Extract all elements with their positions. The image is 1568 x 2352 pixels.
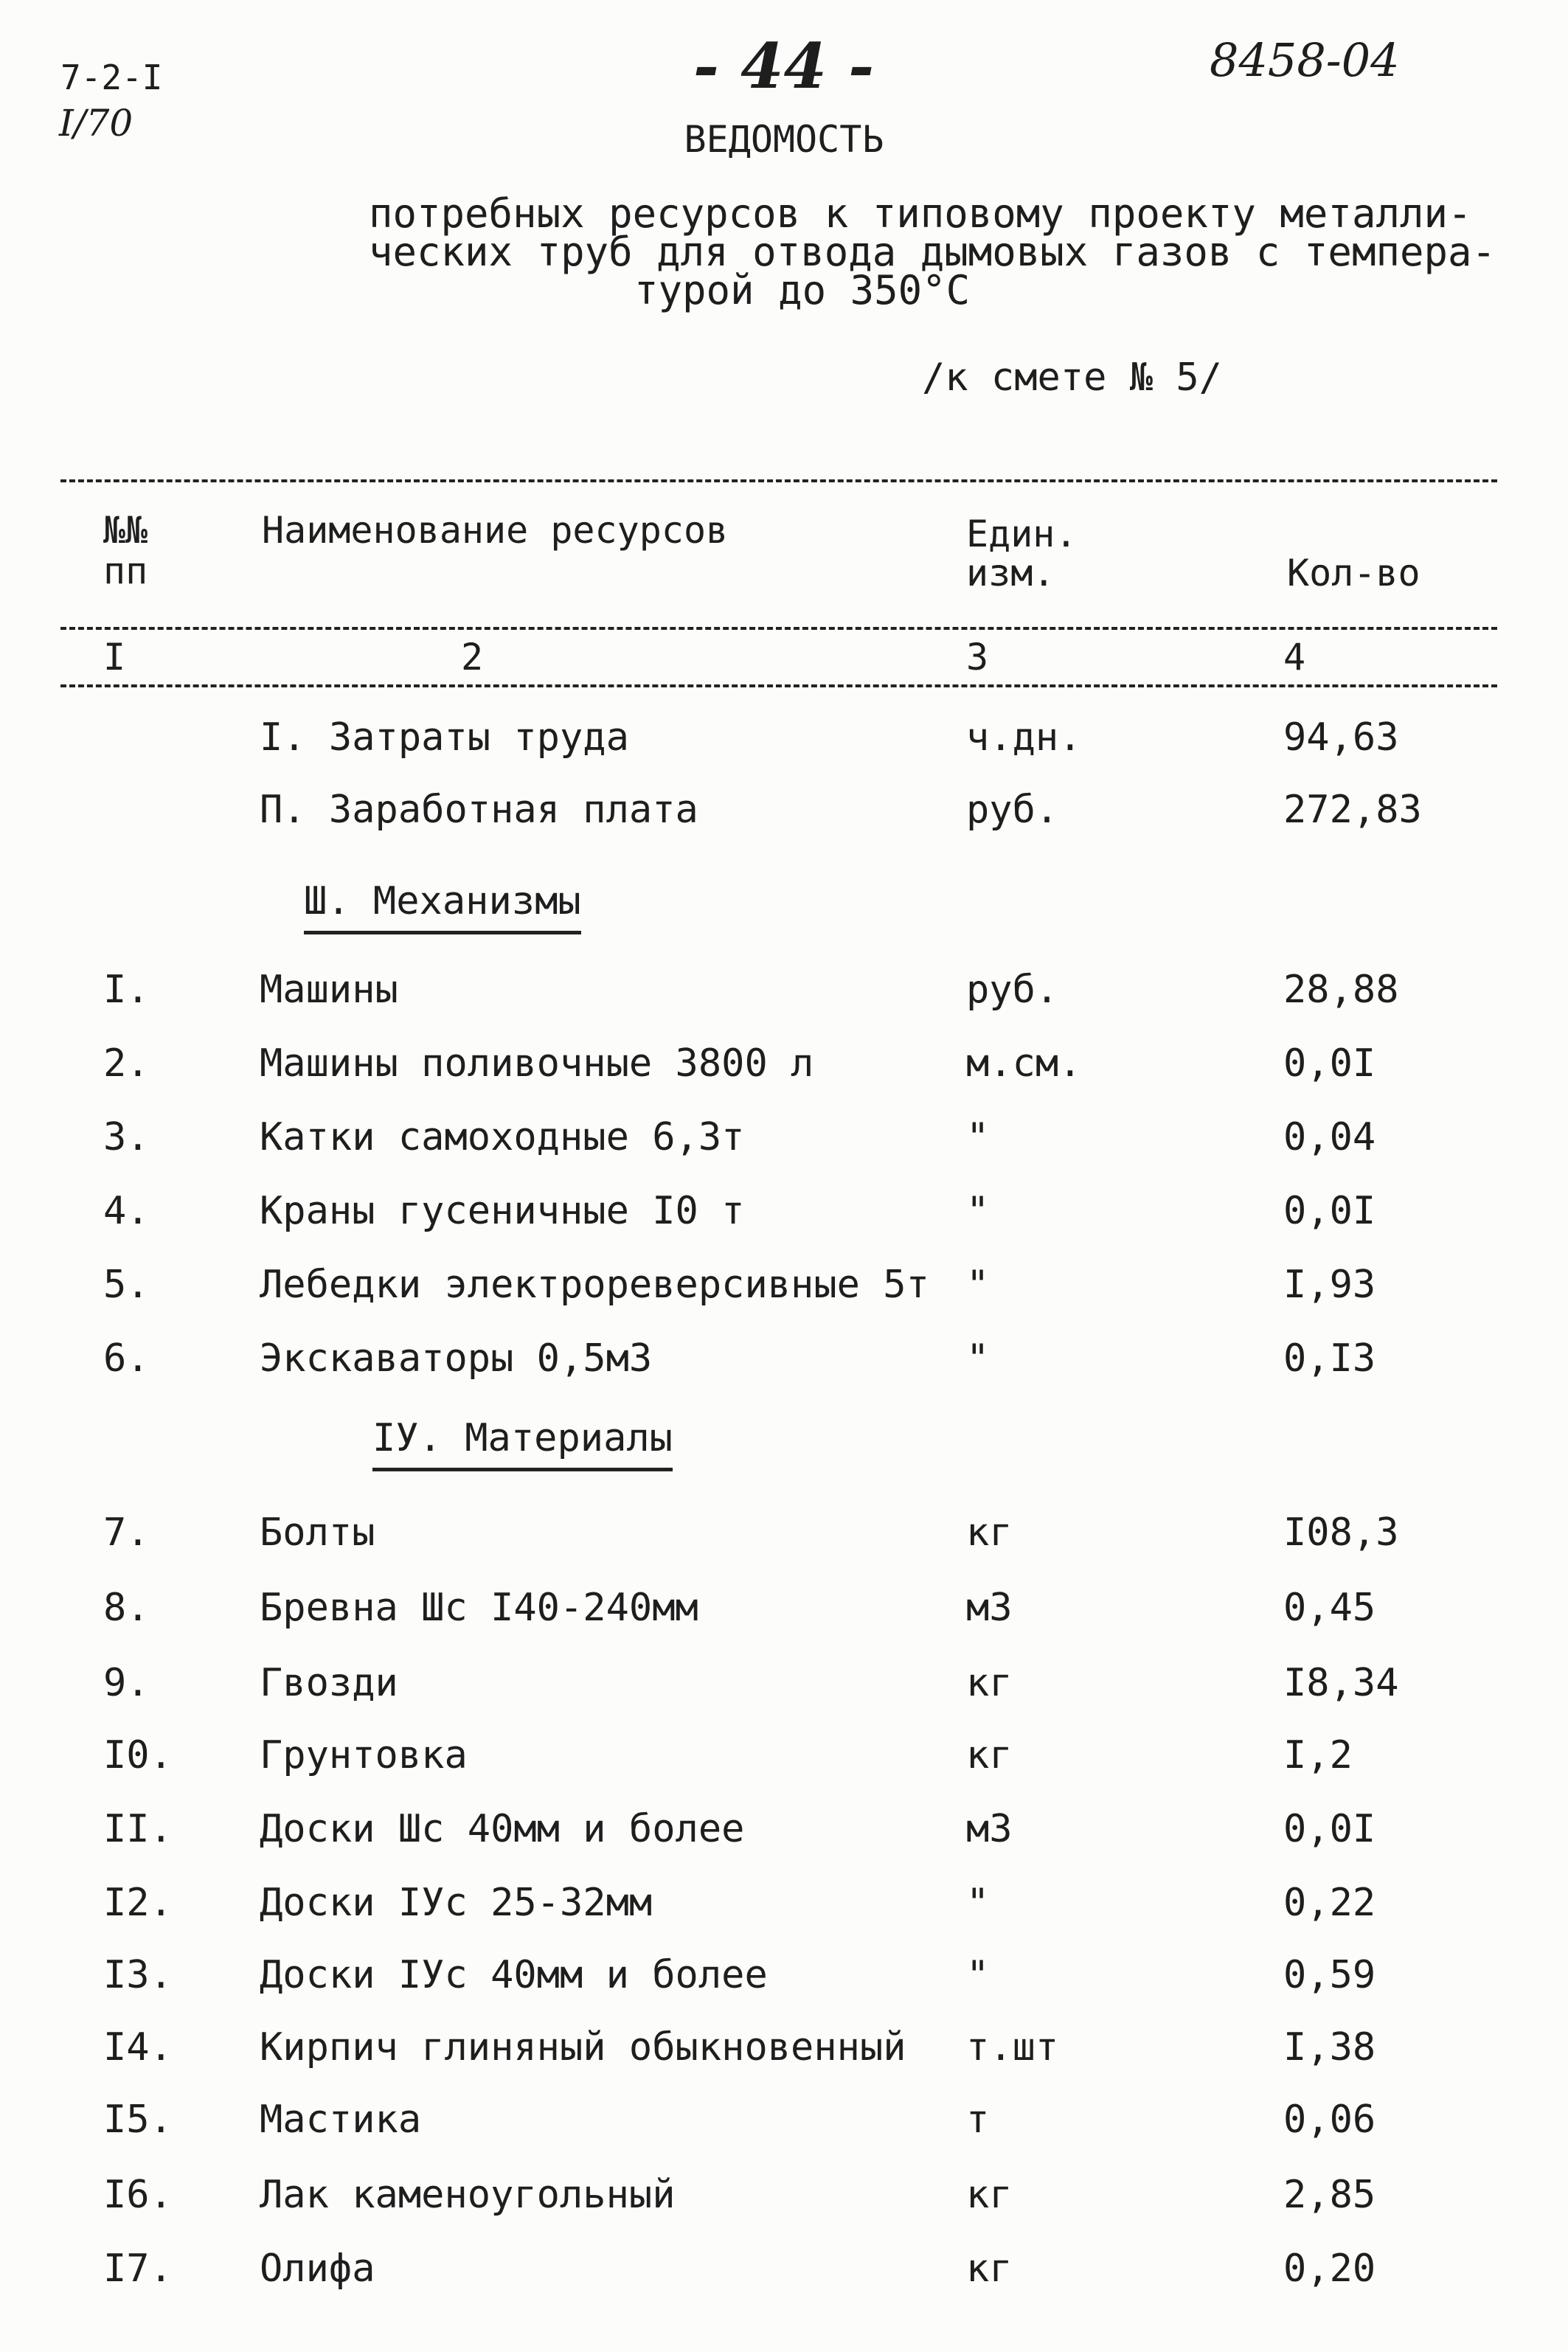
row-number: I0. [103, 1733, 173, 1777]
table-row [0, 1115, 1568, 1167]
resource-unit: т [966, 2098, 990, 2142]
resource-quantity: I8,34 [1283, 1661, 1399, 1705]
resource-quantity: 0,59 [1283, 1953, 1376, 1997]
resource-name: Олифа [260, 2247, 375, 2291]
resource-quantity: 0,0I [1283, 1807, 1376, 1851]
column-number: 3 [966, 636, 989, 679]
section-underline [304, 931, 581, 934]
resource-quantity: 272,83 [1283, 788, 1422, 832]
resource-name: Машины [260, 968, 398, 1012]
resource-name: Болты [260, 1510, 375, 1555]
resource-quantity: I,93 [1283, 1263, 1376, 1307]
subtitle-line-3: турой до 350°С [634, 267, 971, 313]
resource-quantity: 0,45 [1283, 1586, 1376, 1630]
resource-quantity: 0,0I [1283, 1189, 1376, 1233]
resource-name: Кирпич глиняный обыкновенный [260, 2025, 906, 2070]
code-left: 7-2-I [60, 58, 163, 97]
resource-name: Доски IУс 25-32мм [260, 1881, 653, 1925]
resource-unit: руб. [966, 788, 1059, 832]
row-number: I7. [103, 2247, 173, 2291]
resource-unit: " [966, 1953, 990, 1997]
subtitle-line-1: потребных ресурсов к типовому проекту металли- [369, 190, 1472, 237]
table-row [0, 1041, 1568, 1093]
row-number: II. [103, 1807, 173, 1851]
table-row [0, 2247, 1568, 2298]
resource-quantity: 0,I3 [1283, 1336, 1376, 1381]
resource-unit: кг [966, 1661, 1013, 1705]
row-number: 7. [103, 1510, 150, 1555]
row-number: 8. [103, 1586, 150, 1630]
resource-unit: " [966, 1263, 990, 1307]
page-number: - 44 - [693, 30, 875, 103]
resource-name: П. Заработная плата [260, 788, 698, 832]
table-row [0, 2025, 1568, 2077]
row-number: 5. [103, 1263, 150, 1307]
resource-unit: т.шт [966, 2025, 1059, 2070]
resource-name: Лебедки электрореверсивные 5т [260, 1263, 929, 1307]
row-number: I3. [103, 1953, 173, 1997]
resource-quantity: I,38 [1283, 2025, 1376, 2070]
section-underline [372, 1468, 673, 1471]
table-row [0, 788, 1568, 839]
resource-name: Бревна Шс I40-240мм [260, 1586, 698, 1630]
resource-unit: кг [966, 1733, 1013, 1777]
table-row [0, 1807, 1568, 1859]
resource-unit: кг [966, 1510, 1013, 1555]
resource-name: Доски IУс 40мм и более [260, 1953, 768, 1997]
section-heading-label: IУ. Материалы [372, 1416, 673, 1460]
resource-unit: " [966, 1189, 990, 1233]
column-numbers-divider [60, 684, 1497, 687]
resource-quantity: 0,06 [1283, 2098, 1376, 2142]
table-row [0, 1661, 1568, 1713]
column-number: 2 [461, 636, 484, 679]
resource-unit: руб. [966, 968, 1059, 1012]
col-header-unit-sub: изм. [966, 552, 1055, 594]
resource-unit: кг [966, 2173, 1013, 2217]
estimate-reference: /к смете № 5/ [922, 355, 1222, 400]
document-number: 8458-04 [1210, 33, 1400, 87]
row-number: 4. [103, 1189, 150, 1233]
document-title: ВЕДОМОСТЬ [684, 118, 884, 161]
resource-quantity: 2,85 [1283, 2173, 1376, 2217]
table-row [0, 1953, 1568, 2005]
resource-quantity: 94,63 [1283, 715, 1399, 760]
resource-unit: ч.дн. [966, 715, 1082, 760]
table-row [0, 1586, 1568, 1637]
col-header-number: №№ [103, 509, 148, 552]
resource-quantity: 0,0I [1283, 1041, 1376, 1086]
row-number: I5. [103, 2098, 173, 2142]
section-heading-label: Ш. Механизмы [304, 879, 581, 923]
row-number: I. [103, 968, 150, 1012]
column-number: I [103, 636, 126, 679]
resource-unit: м.см. [966, 1041, 1082, 1086]
code-left-sub: I/70 [59, 102, 133, 145]
resource-quantity: 0,22 [1283, 1881, 1376, 1925]
resource-name: Грунтовка [260, 1733, 468, 1777]
table-header-divider [60, 627, 1497, 630]
col-header-quantity: Кол-во [1287, 552, 1420, 594]
table-row [0, 1881, 1568, 1932]
resource-quantity: 0,20 [1283, 2247, 1376, 2291]
table-row [0, 1733, 1568, 1785]
resource-name: Мастика [260, 2098, 422, 2142]
resource-unit: " [966, 1881, 990, 1925]
col-header-number-sub: пп [103, 549, 148, 592]
resource-unit: м3 [966, 1807, 1013, 1851]
resource-unit: кг [966, 2247, 1013, 2291]
col-header-name: Наименование ресурсов [262, 509, 729, 552]
resource-name: Машины поливочные 3800 л [260, 1041, 814, 1086]
table-row [0, 2098, 1568, 2149]
resource-quantity: I08,3 [1283, 1510, 1399, 1555]
row-number: 2. [103, 1041, 150, 1086]
section-heading [304, 879, 581, 934]
table-row [0, 1189, 1568, 1241]
resource-quantity: 0,04 [1283, 1115, 1376, 1159]
col-header-unit: Един. [966, 513, 1078, 555]
table-row [0, 1510, 1568, 1562]
resource-name: Доски Шс 40мм и более [260, 1807, 745, 1851]
column-number: 4 [1283, 636, 1306, 679]
table-row [0, 968, 1568, 1019]
row-number: I2. [103, 1881, 173, 1925]
table-row [0, 715, 1568, 767]
resource-unit: " [966, 1336, 990, 1381]
resource-unit: м3 [966, 1586, 1013, 1630]
resource-quantity: I,2 [1283, 1733, 1353, 1777]
resource-quantity: 28,88 [1283, 968, 1399, 1012]
table-row [0, 2173, 1568, 2224]
resource-name: I. Затраты труда [260, 715, 629, 760]
row-number: I4. [103, 2025, 173, 2070]
row-number: 9. [103, 1661, 150, 1705]
row-number: 6. [103, 1336, 150, 1381]
resource-name: Гвозди [260, 1661, 398, 1705]
resource-name: Экскаваторы 0,5м3 [260, 1336, 653, 1381]
row-number: I6. [103, 2173, 173, 2217]
table-row [0, 1263, 1568, 1314]
table-row [0, 1336, 1568, 1388]
table-top-divider [60, 479, 1497, 482]
subtitle-line-2: ческих труб для отвода дымовых газов с темпера- [369, 229, 1496, 275]
resource-name: Лак каменоугольный [260, 2173, 676, 2217]
resource-name: Краны гусеничные I0 т [260, 1189, 745, 1233]
row-number: 3. [103, 1115, 150, 1159]
resource-name: Катки самоходные 6,3т [260, 1115, 745, 1159]
section-heading [372, 1416, 673, 1471]
resource-unit: " [966, 1115, 990, 1159]
